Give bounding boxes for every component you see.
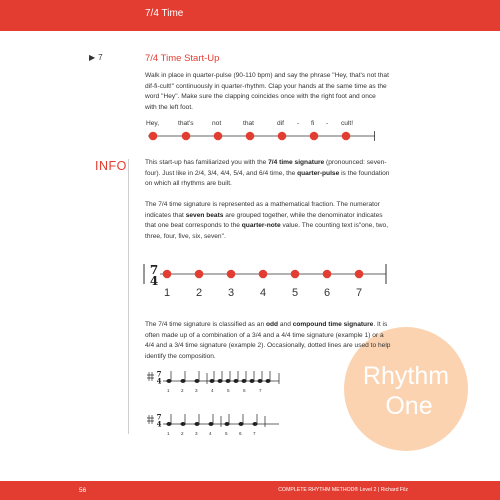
bold-term: quarter-note: [241, 222, 281, 229]
info-divider: [128, 159, 129, 434]
text-segment: on which all rhythms are built.: [145, 180, 232, 187]
ex2-count: 4: [209, 431, 212, 436]
syllable: -: [297, 120, 300, 127]
syllable: that's: [178, 120, 194, 127]
ex1-ts-den: 4: [156, 376, 162, 385]
play-icon[interactable]: ▶: [89, 53, 96, 62]
text-line: [145, 232, 410, 243]
text-segment: is the foundation: [339, 169, 390, 177]
beat-dot: [355, 270, 364, 279]
syllable: -: [326, 120, 329, 127]
pulse-dot: [214, 132, 223, 141]
syllable: cult!: [341, 120, 354, 127]
exercise-instructions: [145, 71, 410, 113]
beat-count: 7: [356, 287, 363, 299]
pulse-dot: [246, 132, 255, 141]
ex1-count: 3: [195, 388, 198, 393]
syllable: not: [212, 120, 222, 127]
bold-term: odd: [265, 321, 279, 328]
ex1-count: 7: [259, 388, 262, 393]
text-line: [145, 211, 410, 222]
ex1-count: 4: [211, 388, 214, 393]
ex1-count: 1: [167, 388, 170, 393]
text-line: [145, 341, 410, 352]
logo-text-line1: Rhythm: [362, 362, 450, 390]
text-line: [145, 179, 410, 190]
text-line: [145, 352, 410, 363]
ex1-count: 6: [243, 388, 246, 393]
text-segment: value. The counting text is"one, two,: [280, 222, 389, 229]
text-line: [145, 158, 410, 169]
beat-dot: [227, 270, 236, 279]
pulse-dot: [149, 132, 158, 141]
ex2-count: 6: [239, 431, 242, 436]
text-segment: 4/4 and a 3/4 time signature (example 2). Occasionally, dotted lines are used to help: [145, 342, 391, 349]
track-number: 7: [98, 53, 103, 62]
instruction-line: Walk in place in quarter-pulse (90-110 bpm) and say the phrase "Hey, that's not that: [145, 72, 389, 79]
pulse-line: [140, 128, 380, 144]
text-segment: and: [278, 321, 293, 328]
ex2-count: 3: [195, 431, 198, 436]
text-line: [145, 221, 410, 232]
text-line: [145, 200, 410, 211]
beat-dot: [259, 270, 268, 279]
syllable: fi: [311, 120, 315, 127]
ex2-ts-den: 4: [156, 419, 162, 428]
text-line: [145, 169, 410, 180]
beat-dot: [163, 270, 172, 279]
beat-dot: [323, 270, 332, 279]
footer-credit: COMPLETE RHYTHM METHOD® Level 2 | Richard Filz: [278, 487, 408, 493]
instruction-line: with the left foot.: [145, 103, 194, 111]
text-segment: . It is: [373, 321, 388, 328]
page-number: 56: [79, 487, 87, 494]
time-sig-denominator: 4: [149, 274, 159, 286]
text-segment: that one beat corresponds to the: [145, 222, 242, 229]
pulse-dot: [182, 132, 191, 141]
info-paragraph-3: [145, 320, 410, 362]
ex1-count: 5: [227, 388, 230, 393]
beat-count: 4: [260, 287, 267, 299]
text-segment: are grouped together, while the denominator indicates: [223, 211, 383, 219]
text-segment: often made up of a combination of a 3/4 and a 4/4 time signature (example 1) or a: [145, 331, 384, 339]
syllable: dif: [277, 120, 284, 127]
track-marker[interactable]: [89, 53, 103, 62]
text-segment: The 7/4 time signature is classified as an: [145, 321, 266, 328]
instruction-line: word "Hey". Make sure the clapping coincides once with the right foot and once: [145, 93, 376, 100]
info-paragraph-1: [145, 158, 410, 190]
info-paragraph-2: [145, 200, 410, 242]
ex1-ts-num: 7: [156, 369, 162, 379]
bold-term: 7/4 time signature: [268, 159, 325, 166]
pulse-dot: [278, 132, 287, 141]
beat-count: 5: [292, 287, 299, 299]
time-sig-numerator: 7: [149, 263, 159, 277]
exercise-title: 7/4 Time Start-Up: [145, 53, 220, 64]
text-segment: four). Just like in 2/4, 3/4, 4/4, 5/4, and 6/4 time, the: [145, 169, 298, 177]
beat-dot: [291, 270, 300, 279]
ex1-count: 2: [181, 388, 184, 393]
info-label: INFO: [95, 159, 127, 173]
syllable: that: [243, 120, 254, 127]
ex2-count: 5: [225, 431, 228, 436]
ex2-count: 1: [167, 431, 170, 436]
beat-count: 6: [324, 287, 331, 299]
ex2-ts-num: 7: [156, 412, 162, 422]
pulse-dot: [310, 132, 319, 141]
bold-term: quarter-pulse: [297, 169, 340, 177]
text-line: [145, 331, 410, 342]
ex2-count: 2: [181, 431, 184, 436]
bold-term: seven beats: [185, 211, 224, 219]
notation-example-2: [144, 412, 284, 428]
beat-count: 2: [196, 287, 203, 299]
text-segment: indicates that: [145, 211, 186, 219]
text-segment: identify the composition.: [145, 352, 216, 360]
pulse-dot: [342, 132, 351, 141]
beat-count: 3: [228, 287, 235, 299]
syllable: Hey,: [146, 120, 160, 127]
instruction-line: dif-fi-cult!" continuously in quarter-rhythm. Clap your hands at the same time as the: [145, 82, 387, 90]
text-segment: This start-up has familiarized you with the: [145, 159, 269, 166]
text-segment: three, four, five, six, seven".: [145, 232, 226, 240]
header-bar: [0, 0, 500, 31]
bold-term: compound time signature: [292, 321, 374, 328]
text-line: [145, 320, 410, 331]
beat-count: 1: [164, 287, 171, 299]
text-segment: The 7/4 time signature is represented as a mathematical fraction. The numerator: [145, 201, 380, 208]
beat-dot: [195, 270, 204, 279]
notation-example-1: [144, 369, 284, 385]
logo-text-line2: One: [385, 392, 433, 420]
ex2-count: 7: [253, 431, 256, 436]
page-title: 7/4 Time: [145, 8, 184, 19]
staff-7-4: [140, 262, 395, 286]
text-segment: (pronounced: seven-: [324, 159, 387, 166]
footer-bar: [0, 481, 500, 500]
